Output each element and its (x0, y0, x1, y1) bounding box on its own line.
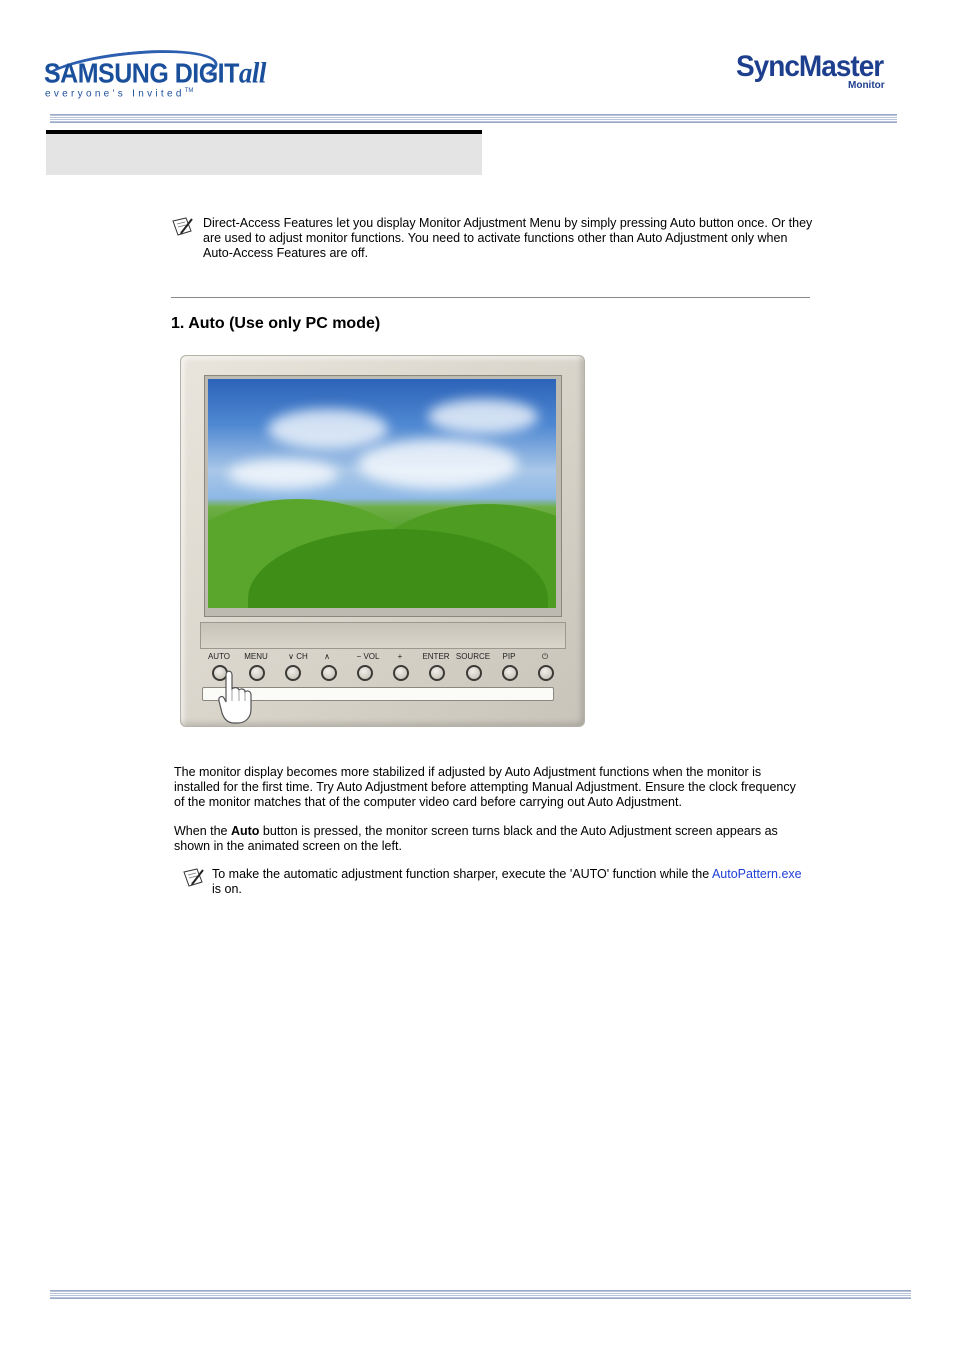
enter-button[interactable] (429, 665, 445, 681)
ch-down-button[interactable] (285, 665, 301, 681)
note-pencil-icon (183, 868, 205, 888)
vol-up-button[interactable] (393, 665, 409, 681)
para2-bold-auto: Auto (230, 824, 260, 838)
vol-up-button-label: + (397, 652, 403, 661)
auto-press-paragraph (174, 824, 806, 854)
tagline-text: everyone's Invited (45, 88, 185, 100)
source-button-label: SOURCE (455, 652, 491, 661)
pip-button-label: PIP (502, 652, 516, 661)
syncmaster-wordmark: SyncMaster (736, 50, 884, 83)
monitor-illustration (180, 355, 585, 727)
section-heading: 1. Auto (Use only PC mode) (171, 315, 381, 332)
cloud (228, 459, 338, 489)
ch-up-button-label: ∧ (324, 652, 330, 661)
tip-post: is on. (212, 882, 242, 896)
intro-text: Direct-Access Features let you display Monitor Adjustment Menu by simply pressing Auto button once. Or they are used to adjust monitor functions. You need to activate functions other than Auto Adjustment only when Auto-Access Features are off. (203, 216, 813, 260)
autopattern-link[interactable]: AutoPattern.exe (711, 867, 802, 881)
vol-down-button[interactable] (357, 665, 373, 681)
cloud (428, 399, 538, 434)
cloud (358, 439, 518, 489)
ch-up-button[interactable] (321, 665, 337, 681)
samsung-logo (40, 48, 266, 104)
title-bar (46, 134, 482, 175)
description-paragraph: The monitor display becomes more stabilized if adjusted by Auto Adjustment functions when the monitor is installed for the first time. Try Auto Adjustment before attempting Manual Adjustment. Ensure the clock frequency of the monitor matches that of the computer video card before carrying out Auto Adjustment. (174, 765, 796, 809)
tip-pre: To make the automatic adjustment function sharper, execute the 'AUTO' function while the (212, 867, 712, 881)
power-button-label: ⏻ (541, 652, 549, 661)
tip-text (212, 867, 802, 897)
menu-button-label: MENU (244, 652, 268, 661)
speaker-panel (200, 622, 566, 649)
syncmaster-logo (736, 50, 896, 94)
brand-word: SAMSUNG DIGIT (44, 58, 239, 89)
power-button[interactable] (538, 665, 554, 681)
note-pencil-icon (172, 217, 194, 237)
header-rule (50, 114, 897, 123)
pointing-hand-icon (218, 667, 258, 725)
source-button[interactable] (466, 665, 482, 681)
enter-button-label: ENTER (422, 652, 450, 661)
samsung-tagline (45, 88, 193, 99)
para2-post: button is pressed, the monitor screen turns black and the Auto Adjustment screen appears as shown in the animated screen on the left. (174, 824, 778, 853)
vol-down-button-label: − VOL (356, 652, 380, 661)
auto-button-label: AUTO (207, 652, 231, 661)
monitor-screen (208, 379, 556, 608)
brand-suffix: all (238, 56, 266, 89)
cloud (268, 409, 388, 449)
tagline-tm: TM (184, 88, 194, 94)
ch-down-button-label: ∨ CH (288, 652, 308, 661)
section-divider (171, 297, 810, 298)
syncmaster-subtitle: Monitor (848, 80, 885, 91)
samsung-wordmark (44, 56, 266, 90)
pip-button[interactable] (502, 665, 518, 681)
para2-pre: When the (174, 824, 231, 838)
footer-rule (50, 1290, 911, 1299)
